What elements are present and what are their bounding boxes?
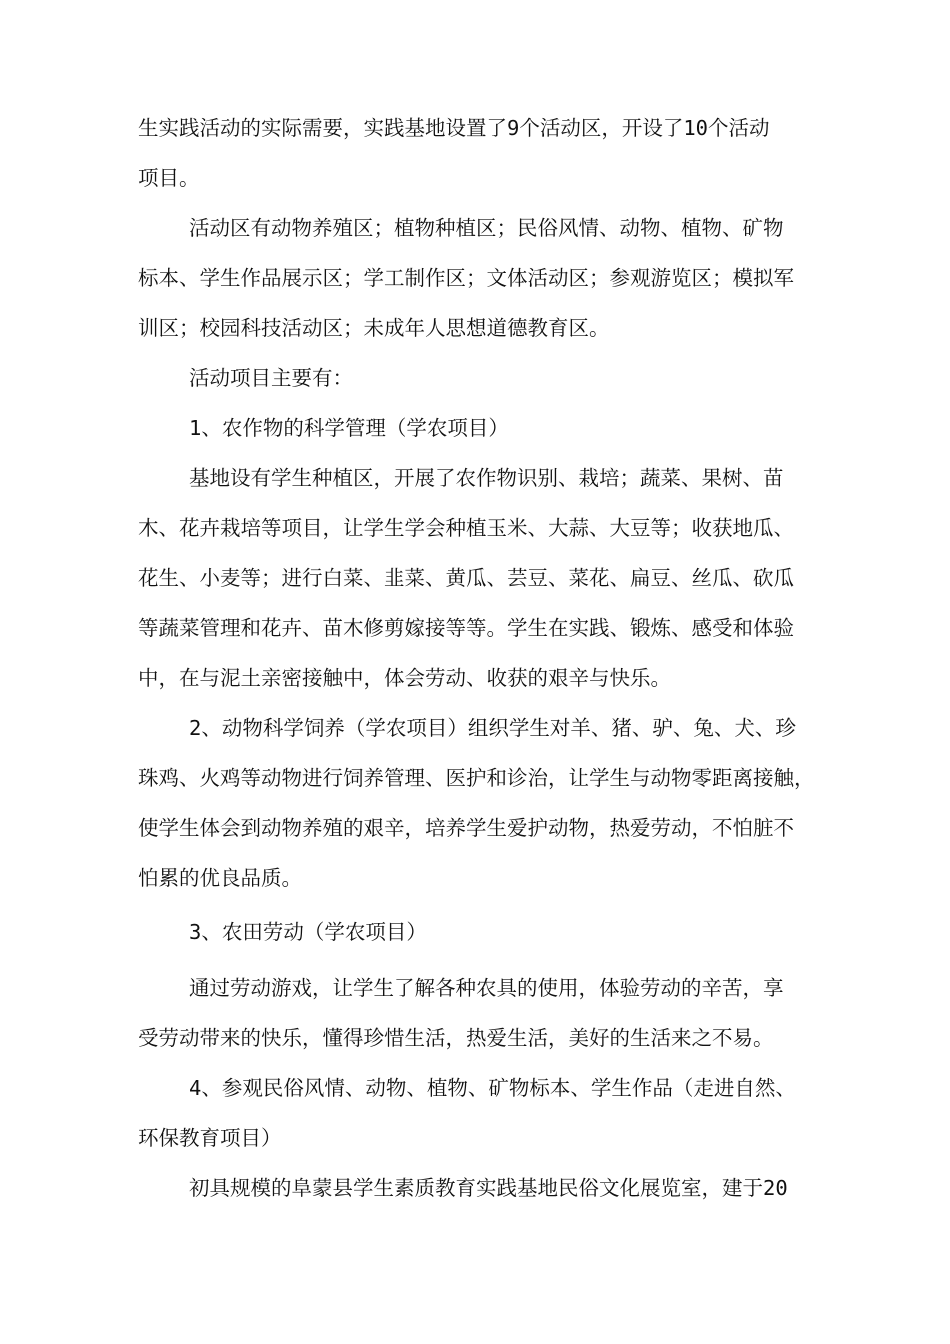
text-line: 受劳动带来的快乐，懂得珍惜生活，热爱生活，美好的生活来之不易。 [138,1026,774,1050]
text-line: 生实践活动的实际需要，实践基地设置了9个活动区，开设了10个活动 [138,116,770,140]
text-line: 活动项目主要有： [189,366,353,390]
text-line: 项目。 [138,166,200,190]
text-line: 中，在与泥土亲密接触中，体会劳动、收获的艰辛与快乐。 [138,666,671,690]
text-line: 木、花卉栽培等项目，让学生学会种植玉米、大蒜、大豆等；收获地瓜、 [138,516,794,540]
text-line: 使学生体会到动物养殖的艰辛，培养学生爱护动物，热爱劳动，不怕脏不 [138,816,794,840]
text-line: 2、动物科学饲养（学农项目）组织学生对羊、猪、驴、兔、犬、珍 [189,716,796,740]
text-line: 训区；校园科技活动区；未成年人思想道德教育区。 [138,316,610,340]
text-line: 活动区有动物养殖区；植物种植区；民俗风情、动物、植物、矿物 [189,216,784,240]
text-line: 珠鸡、火鸡等动物进行饲养管理、医护和诊治，让学生与动物零距离接触， [138,766,815,790]
text-line: 等蔬菜管理和花卉、苗木修剪嫁接等等。学生在实践、锻炼、感受和体验 [138,616,794,640]
text-line: 环保教育项目） [138,1126,282,1150]
text-line: 3、农田劳动（学农项目） [189,920,427,944]
text-line: 花生、小麦等；进行白菜、韭菜、黄瓜、芸豆、菜花、扁豆、丝瓜、砍瓜 [138,566,794,590]
text-line: 1、农作物的科学管理（学农项目） [189,416,509,440]
text-line: 怕累的优良品质。 [138,866,302,890]
text-line: 标本、学生作品展示区；学工制作区；文体活动区；参观游览区；模拟军 [138,266,794,290]
text-line: 基地设有学生种植区，开展了农作物识别、栽培；蔬菜、果树、苗 [189,466,784,490]
text-line: 4、参观民俗风情、动物、植物、矿物标本、学生作品（走进自然、 [189,1076,796,1100]
text-line: 初具规模的阜蒙县学生素质教育实践基地民俗文化展览室，建于20 [189,1176,788,1200]
text-line: 通过劳动游戏，让学生了解各种农具的使用，体验劳动的辛苦，享 [189,976,784,1000]
